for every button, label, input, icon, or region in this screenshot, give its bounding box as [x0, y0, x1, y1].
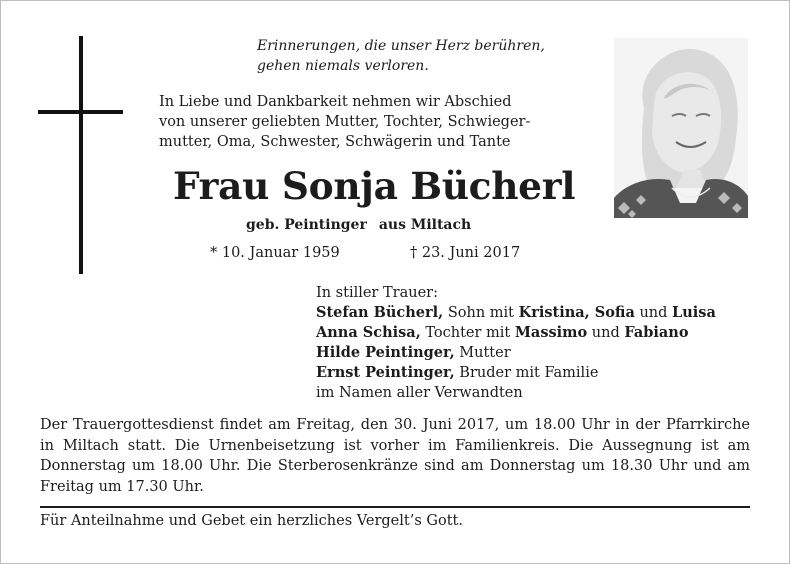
mourner-line	[316, 303, 776, 323]
mourner-relation: Mutter	[454, 345, 511, 361]
mourner-name: Fabiano	[624, 324, 689, 341]
mourner-relation: Sohn mit	[443, 305, 519, 321]
farewell-intro	[159, 92, 589, 152]
mourner-name: Ernst Peintinger,	[316, 364, 455, 381]
mourner-line	[316, 343, 776, 363]
mourner-line	[316, 383, 776, 403]
mourner-relation: und	[587, 325, 625, 341]
mourner-name: Stefan Bücherl,	[316, 304, 444, 321]
mourner-line	[316, 323, 776, 343]
death-date: † 23. Juni 2017	[410, 245, 521, 261]
mourner-name: Massimo	[514, 324, 588, 341]
memorial-quote	[257, 36, 587, 76]
origin: aus Miltach	[378, 217, 472, 233]
intro-line: mutter, Oma, Schwester, Schwägerin und Tante	[159, 134, 511, 150]
intro-line: von unserer geliebten Mutter, Tochter, Schwieger-	[159, 114, 531, 130]
birth-info	[246, 217, 483, 233]
mourners-list	[316, 283, 776, 403]
cross-horizontal-bar	[38, 110, 123, 114]
birth-name: geb. Peintinger	[246, 217, 367, 233]
mourner-name: Luisa	[672, 304, 716, 321]
quote-line: Erinnerungen, die unser Herz berühren,	[257, 38, 545, 54]
mourner-name: Hilde Peintinger,	[316, 344, 455, 361]
mourners-heading: In stiller Trauer:	[316, 285, 438, 301]
portrait-photo	[614, 38, 748, 218]
mourner-relation: im Namen aller Verwandten	[316, 385, 523, 401]
intro-line: In Liebe und Dankbarkeit nehmen wir Abschied	[159, 94, 512, 110]
quote-line: gehen niemals verloren.	[257, 58, 429, 74]
mourner-line	[316, 363, 776, 383]
portrait-illustration	[614, 38, 748, 218]
mourner-lines	[316, 303, 776, 403]
mourner-name: Kristina, Sofia	[518, 304, 635, 321]
service-announcement: Der Trauergottesdienst findet am Freitag, den 30. Juni 2017, um 18.00 Uhr in der Pfarrkirche in Miltach statt. Die Urnenbeisetzung ist vorher im Familienkreis. Die Aussegnung ist am Donnerstag um 18.00 Uhr. Die Sterberosenkränze sind am Donnerstag um 18.30 Uhr und am Freitag um 17.30 Uhr.	[40, 417, 750, 495]
life-dates	[210, 245, 521, 261]
mourner-relation: Bruder mit Familie	[454, 365, 599, 381]
birth-date: * 10. Januar 1959	[210, 245, 340, 261]
deceased-name: Frau Sonja Bücherl	[173, 164, 576, 208]
mourner-relation: Tochter mit	[420, 325, 515, 341]
cross-vertical-bar	[79, 36, 83, 274]
mourner-name: Anna Schisa,	[316, 324, 421, 341]
divider	[40, 506, 750, 508]
mourner-relation: und	[634, 305, 673, 321]
thanks-line: Für Anteilnahme und Gebet ein herzliches Vergelt’s Gott.	[40, 513, 463, 529]
